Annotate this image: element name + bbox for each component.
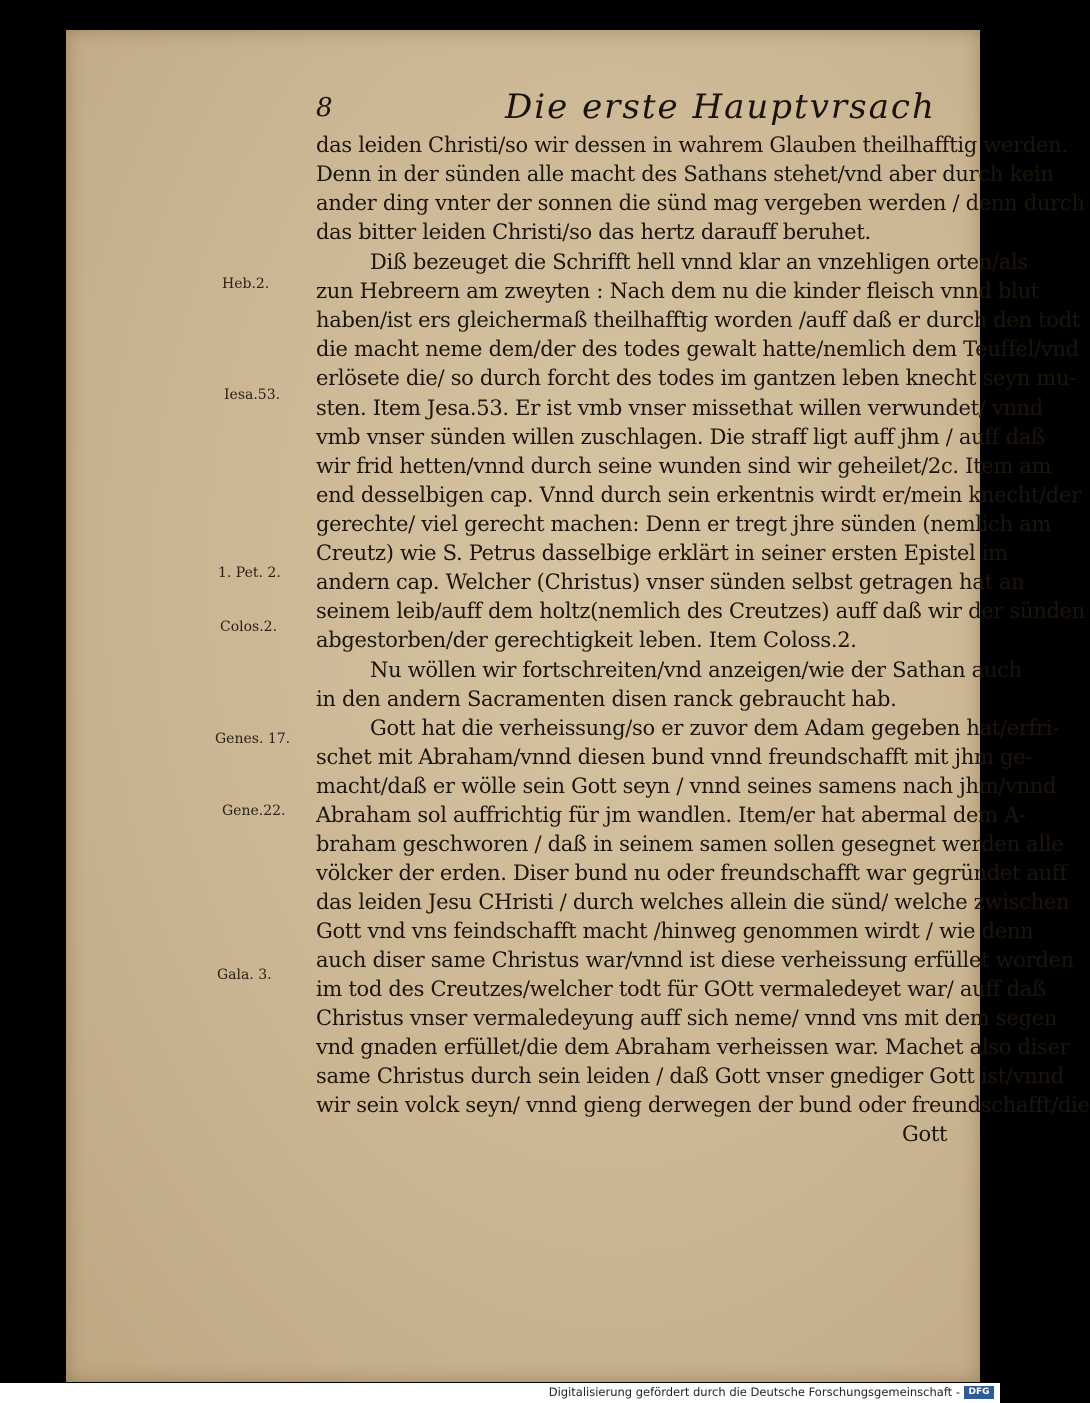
body-line: seinem leib/auff dem holtz(nemlich des Creutzes) auff daß wir der sünden (316, 599, 1085, 623)
body-line: völcker der erden. Diser bund nu oder freundschafft war gegründet auff (316, 861, 1067, 885)
dfg-logo-icon: DFG (964, 1386, 994, 1399)
body-line: Christus vnser vermaledeyung auff sich neme/ vnnd vns mit dem segen (316, 1006, 1057, 1030)
body-line: Creutz) wie S. Petrus dasselbige erklärt in seiner ersten Epistel im (316, 541, 1008, 565)
margin-note-gala: Gala. 3. (217, 967, 272, 983)
body-line: end desselbigen cap. Vnnd durch sein erkentnis wirdt er/mein knecht/der (316, 483, 1081, 507)
body-line: macht/daß er wölle sein Gott seyn / vnnd seines samens nach jhm/vnnd (316, 774, 1057, 798)
body-line: das leiden Christi/so wir dessen in wahrem Glauben theilhafftig werden. (316, 133, 1068, 157)
body-line: Abraham sol auffrichtig für jm wandlen. Item/er hat abermal dem A- (316, 803, 1026, 827)
body-line: Gott vnd vns feindschafft macht /hinweg genommen wirdt / wie denn (316, 919, 1034, 943)
body-line: schet mit Abraham/vnnd diesen bund vnnd freundschafft mit jhm ge- (316, 745, 1033, 769)
body-line: wir frid hetten/vnnd durch seine wunden sind wir geheilet/2c. Item am (316, 454, 1052, 478)
body-line: abgestorben/der gerechtigkeit leben. Item Coloss.2. (316, 628, 857, 652)
body-line: haben/ist ers gleichermaß theilhafftig worden /auff daß er durch den todt (316, 308, 1080, 332)
body-line: das leiden Jesu CHristi / durch welches allein die sünd/ welche zwischen (316, 890, 1070, 914)
body-line: same Christus durch sein leiden / daß Gott vnser gnediger Gott ist/vnnd (316, 1064, 1064, 1088)
running-head: Die erste Hauptvrsach (505, 87, 936, 127)
body-line: Denn in der sünden alle macht des Sathans stehet/vnd aber durch kein (316, 162, 1054, 186)
body-line: erlösete die/ so durch forcht des todes im gantzen leben knecht seyn mu- (316, 366, 1076, 390)
body-line: wir sein volck seyn/ vnnd gieng derwegen der bund oder freundschafft/die (316, 1093, 1090, 1117)
footer-bar (0, 1383, 1000, 1403)
body-line: Nu wöllen wir fortschreiten/vnd anzeigen/wie der Sathan auch (370, 658, 1022, 682)
body-line: braham geschworen / daß in seinem samen sollen gesegnet werden alle (316, 832, 1064, 856)
margin-note-iesa: Iesa.53. (224, 387, 281, 403)
body-line: vmb vnser sünden willen zuschlagen. Die straff ligt auff jhm / auff daß (316, 425, 1045, 449)
catchword: Gott (902, 1122, 948, 1146)
body-line: im tod des Creutzes/welcher todt für GOtt vermaledeyet war/ auff daß (316, 977, 1046, 1001)
body-line: andern cap. Welcher (Christus) vnser sünden selbst getragen hat an (316, 570, 1025, 594)
footer-credit: Digitalisierung gefördert durch die Deutsche Forschungsgemeinschaft - (548, 1385, 960, 1399)
body-line: in den andern Sacramenten disen ranck gebraucht hab. (316, 687, 897, 711)
margin-note-pet: 1. Pet. 2. (218, 565, 281, 581)
page-number: 8 (316, 93, 333, 123)
body-line: ander ding vnter der sonnen die sünd mag vergeben werden / denn durch (316, 191, 1085, 215)
margin-note-heb: Heb.2. (222, 276, 270, 292)
body-line: gerechte/ viel gerecht machen: Denn er tregt jhre sünden (nemlich am (316, 512, 1051, 536)
body-line: vnd gnaden erfüllet/die dem Abraham verheissen war. Machet also diser (316, 1035, 1070, 1059)
body-line: zun Hebreern am zweyten : Nach dem nu die kinder fleisch vnnd blut (316, 279, 1039, 303)
body-line: das bitter leiden Christi/so das hertz darauff beruhet. (316, 220, 871, 244)
body-line: Gott hat die verheissung/so er zuvor dem Adam gegeben hat/erfri- (370, 716, 1059, 740)
body-line: die macht neme dem/der des todes gewalt hatte/nemlich dem Teuffel/vnd (316, 337, 1079, 361)
body-line: Diß bezeuget die Schrifft hell vnnd klar an vnzehligen orten/als (370, 250, 1028, 274)
margin-note-genes17: Genes. 17. (215, 731, 291, 747)
body-line: sten. Item Jesa.53. Er ist vmb vnser missethat willen verwundet/ vnnd (316, 396, 1044, 420)
margin-note-colos: Colos.2. (220, 619, 278, 635)
body-line: auch diser same Christus war/vnnd ist diese verheissung erfüllet worden (316, 948, 1074, 972)
margin-note-gene22: Gene.22. (222, 803, 286, 819)
